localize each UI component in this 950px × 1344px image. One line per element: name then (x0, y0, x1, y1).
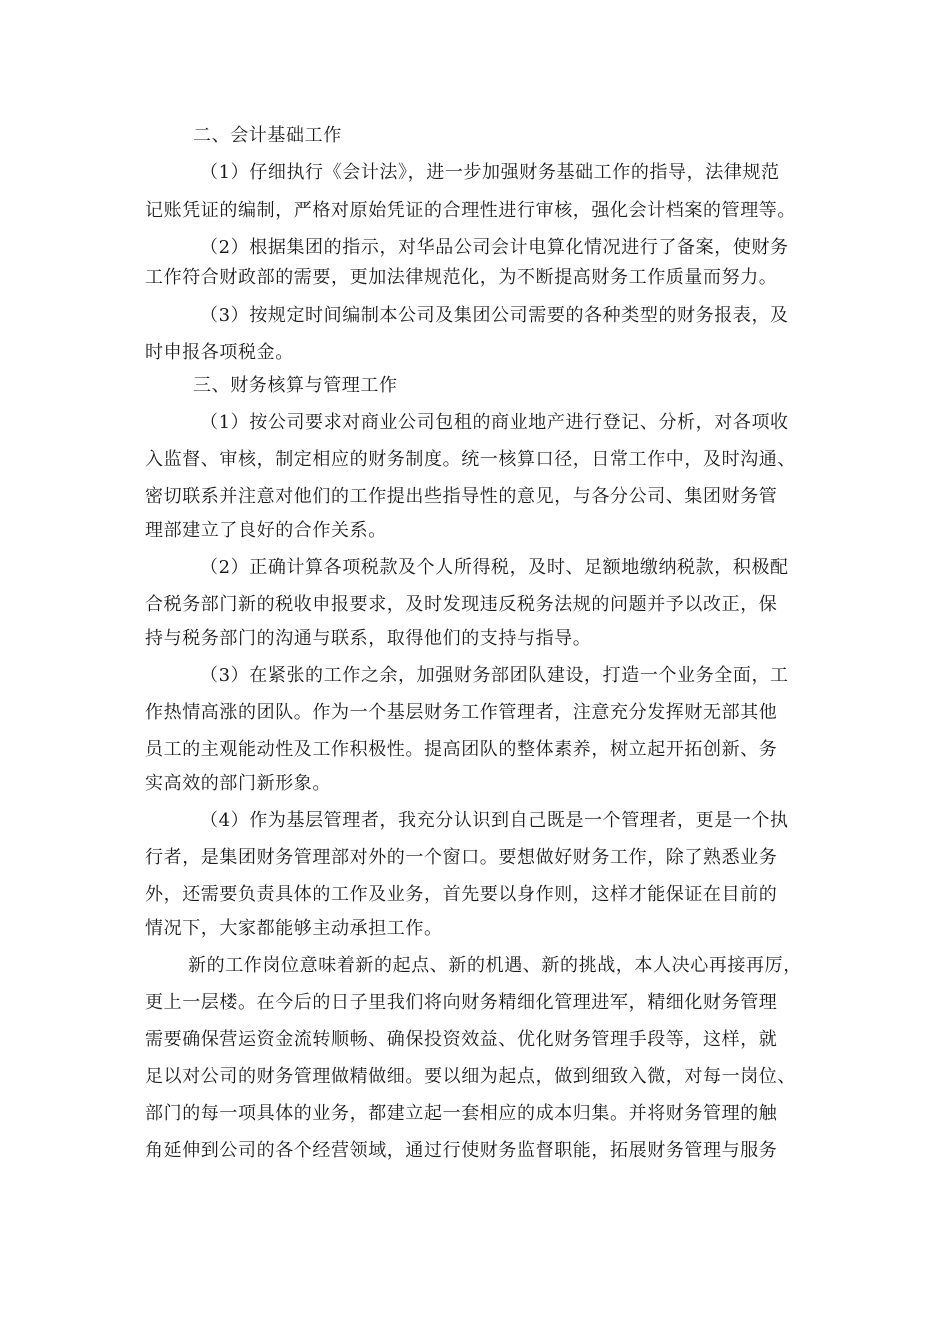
paragraph-line: 部门的每一项具体的业务，都建立起一套相应的成本归集。并将财务管理的触 (145, 1103, 778, 1124)
paragraph-line: 合税务部门新的税收申报要求，及时发现违反税务法规的问题并予以改正，保 (145, 594, 778, 615)
paragraph-line: 密切联系并注意对他们的工作提出些指导性的意见，与各分公司、集团财务管 (145, 486, 778, 507)
paragraph-line: 理部建立了良好的合作关系。 (145, 520, 387, 541)
paragraph-line: 情况下，大家都能够主动承担工作。 (145, 918, 443, 939)
paragraph-line: 记账凭证的编制，严格对原始凭证的合理性进行审核，强化会计档案的管理等。 (145, 200, 796, 221)
paragraph-line: 实高效的部门新形象。 (145, 773, 331, 794)
paragraph-line: 作热情高涨的团队。作为一个基层财务工作管理者，注意充分发挥财无部其他 (145, 702, 778, 723)
paragraph-line: 工作符合财政部的需要，更加法律规范化，为不断提高财务工作质量而努力。 (145, 267, 778, 288)
paragraph-line: 角延伸到公司的各个经营领域，通过行使财务监督职能，拓展财务管理与服务 (145, 1140, 778, 1161)
paragraph-line: 时申报各项税金。 (145, 342, 294, 363)
paragraph-line: （1）仔细执行《会计法》，进一步加强财务基础工作的指导，法律规范 (200, 162, 780, 183)
paragraph-line: （4）作为基层管理者，我充分认识到自己既是一个管理者，更是一个执 (200, 810, 789, 831)
paragraph-line: （1）按公司要求对商业公司包租的商业地产进行登记、分析，对各项收 (200, 412, 789, 433)
paragraph-line: 更上一层楼。在今后的日子里我们将向财务精细化管理进军，精细化财务管理 (145, 992, 778, 1013)
paragraph-line: 需要确保营运资金流转顺畅、确保投资效益、优化财务管理手段等，这样，就 (145, 1029, 778, 1050)
paragraph-line: 行者，是集团财务管理部对外的一个窗口。要想做好财务工作，除了熟悉业务 (145, 847, 778, 868)
paragraph-line: 入监督、审核，制定相应的财务制度。统一核算口径，日常工作中，及时沟通、 (145, 449, 796, 470)
paragraph-line: 持与税务部门的沟通与联系，取得他们的支持与指导。 (145, 628, 592, 649)
paragraph-line: （3）在紧张的工作之余，加强财务部团队建设，打造一个业务全面，工 (200, 665, 789, 686)
paragraph-line: 外，还需要负责具体的工作及业务，首先要以身作则，这样才能保证在目前的 (145, 884, 778, 905)
paragraph-line: 新的工作岗位意味着新的起点、新的机遇、新的挑战，本人决心再接再厉， (188, 955, 802, 976)
section-heading: 三、财务核算与管理工作 (193, 375, 398, 396)
section-heading: 二、会计基础工作 (193, 125, 342, 146)
paragraph-line: （3）按规定时间编制本公司及集团公司需要的各种类型的财务报表，及 (200, 305, 789, 326)
paragraph-line: （2）正确计算各项税款及个人所得税，及时、足额地缴纳税款，积极配 (200, 557, 789, 578)
paragraph-line: 足以对公司的财务管理做精做细。要以细为起点，做到细致入微，对每一岗位、 (145, 1066, 796, 1087)
paragraph-line: （2）根据集团的指示，对华品公司会计电算化情况进行了备案，使财务 (200, 237, 789, 258)
paragraph-line: 员工的主观能动性及工作积极性。提高团队的整体素养，树立起开拓创新、务 (145, 739, 778, 760)
